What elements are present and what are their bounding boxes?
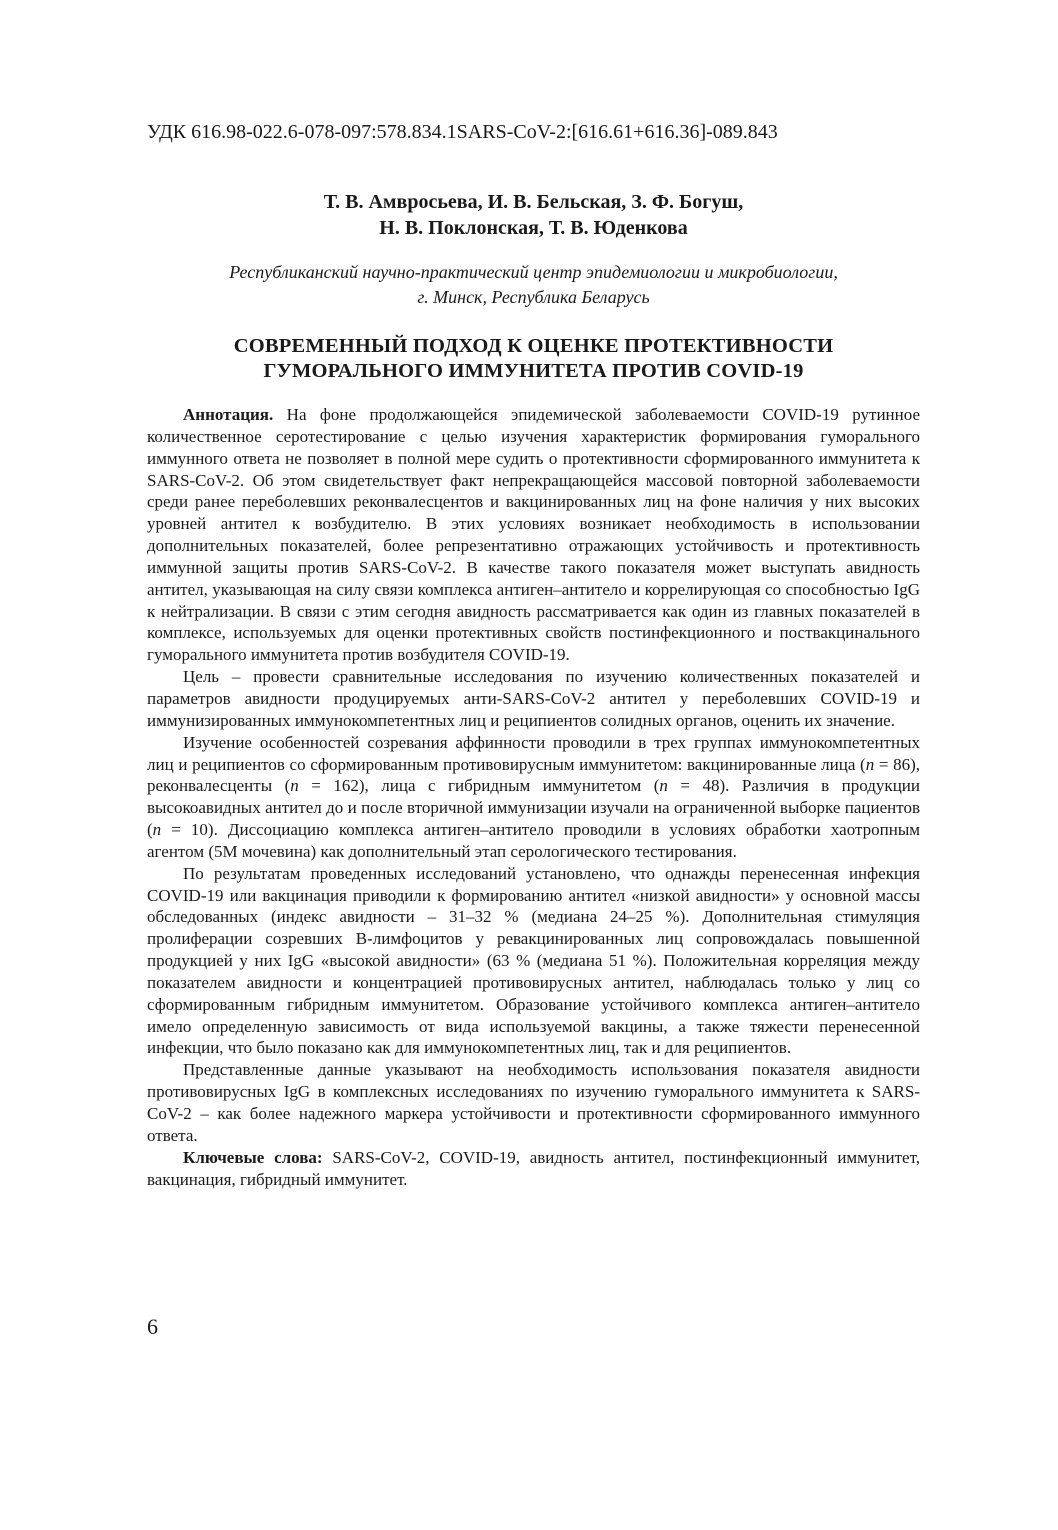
p3-part-d: = 48). Различия в продукции высокоавидных антител до и после вторичной иммунизации изучали на ограниченной выборке пациентов (: [147, 776, 920, 840]
p3-part-e: = 10). Диссоциацию комплекса антиген–антитело проводили в условиях обработки хаотропным агентом (5М мочевина) как дополнительный этап серологического тестирования.: [147, 820, 920, 861]
abstract-paragraph-4: По результатам проведенных исследований установлено, что однажды перенесенная инфекция COVID-19 или вакцинация приводили к формированию антител «низкой авидности» у основной массы обследованных (индекс авидности – 31–32 % (медиана 24–25 %). Дополнительная стимуляция пролиферации созревших В-лимфоцитов у ревакцинированных лиц сопровождалась повышенной продукцией у них IgG «высокой авидности» (63 % (медиана 51 %). Положительная корреляция между показателем авидности и концентрацией противовирусных антител, наблюдалась только у лиц со сформированным гибридным иммунитетом. Образование устойчивого комплекса антиген–антитело имело определенную зависимость от вида используемой вакцины, а также тяжести перенесенной инфекции, что было показано как для иммунокомпетентных лиц, так и для реципиентов.: [147, 863, 920, 1058]
p3-part-c: = 162), лица с гибридным иммунитетом (: [298, 776, 660, 796]
authors-line-2: Н. В. Поклонская, Т. В. Юденкова: [379, 217, 688, 239]
p3-part-b: = 86), реконвалесценты (: [147, 754, 921, 796]
abstract-body: [147, 404, 920, 1190]
affiliation-line-1: Республиканский научно-практический центр эпидемиологии и микробиологии,: [229, 262, 838, 282]
abstract-paragraph-1: [147, 404, 920, 666]
title-line-2: ГУМОРАЛЬНОГО ИММУНИТЕТА ПРОТИВ COVID-19: [263, 360, 804, 382]
udk-code: УДК 616.98-022.6-078-097:578.834.1SARS-CoV-2:[616.61+616.36]-089.843: [147, 121, 778, 143]
p3-n-1: n: [865, 754, 875, 774]
keywords-paragraph: [147, 1147, 920, 1191]
abstract-paragraph-2: Цель – провести сравнительные исследования по изучению количественных показателей и параметров авидности продуцируемых анти-SARS-CoV-2 антител у переболевших COVID-19 и иммунизированных иммунокомпетентных лиц и реципиентов солидных органов, оценить их значение.: [147, 667, 920, 730]
abstract-label: Аннотация.: [183, 405, 274, 424]
paper-title: [147, 334, 920, 384]
page-number: 6: [147, 1314, 158, 1339]
p3-n-4: n: [152, 820, 162, 840]
authors: [147, 189, 920, 241]
abstract-paragraph-3: [147, 732, 920, 863]
abstract-paragraph-5: Представленные данные указывают на необходимость использования показателя авидности противовирусных IgG в комплексных исследованиях по изучению гуморального иммунитета к SARS-CoV-2 – как более надежного маркера устойчивости и протективности сформированного иммунного ответа.: [147, 1060, 920, 1145]
keywords-label: Ключевые слова:: [183, 1147, 323, 1167]
p3-n-2: n: [290, 776, 299, 796]
title-line-1: СОВРЕМЕННЫЙ ПОДХОД К ОЦЕНКЕ ПРОТЕКТИВНОСТИ: [233, 335, 834, 357]
affiliation: [147, 260, 920, 310]
p3-n-3: n: [659, 776, 668, 796]
affiliation-line-2: г. Минск, Республика Беларусь: [417, 287, 650, 307]
abstract-text-1: На фоне продолжающейся эпидемической заболеваемости COVID-19 рутинное количественное серотестирование с целью изучения характеристик формирования гуморального иммунного ответа не позволяет в полной мере судить о протективности сформированного иммунитета к SARS-CoV-2. Об этом свидетельствует факт непрекращающейся массовой повторной заболеваемости среди ранее переболевших реконвалесцентов и вакцинированных лиц на фоне наличия у них высоких уровней антител к возбудителю. В этих условиях возникает необходимость в использовании дополнительных показателей, более репрезентативно отражающих устойчивость и протективность иммунной защиты против SARS-CoV-2. В качестве такого показателя может выступать авидность антител, указывающая на силу связи комплекса антиген–антитело и коррелирующая со способностью IgG к нейтрализации. В связи с этим сегодня авидность рассматривается как один из главных показателей в комплексе, используемых для оценки протективных свойств постинфекционного и поствакцинального гуморального иммунитета против возбудителя COVID-19.: [147, 405, 920, 665]
p3-part-a: Изучение особенностей созревания аффинности проводили в трех группах иммунокомпетентных лиц и реципиентов со сформированным противовирусным иммунитетом: вакцинированные лица (: [147, 732, 920, 774]
authors-line-1: Т. В. Амвросьева, И. В. Бельская, З. Ф. Богуш,: [323, 191, 744, 213]
keywords-text: SARS-CoV-2, COVID-19, авидность антител, постинфекционный иммунитет, вакцинация, гибридный иммунитет.: [147, 1147, 920, 1189]
